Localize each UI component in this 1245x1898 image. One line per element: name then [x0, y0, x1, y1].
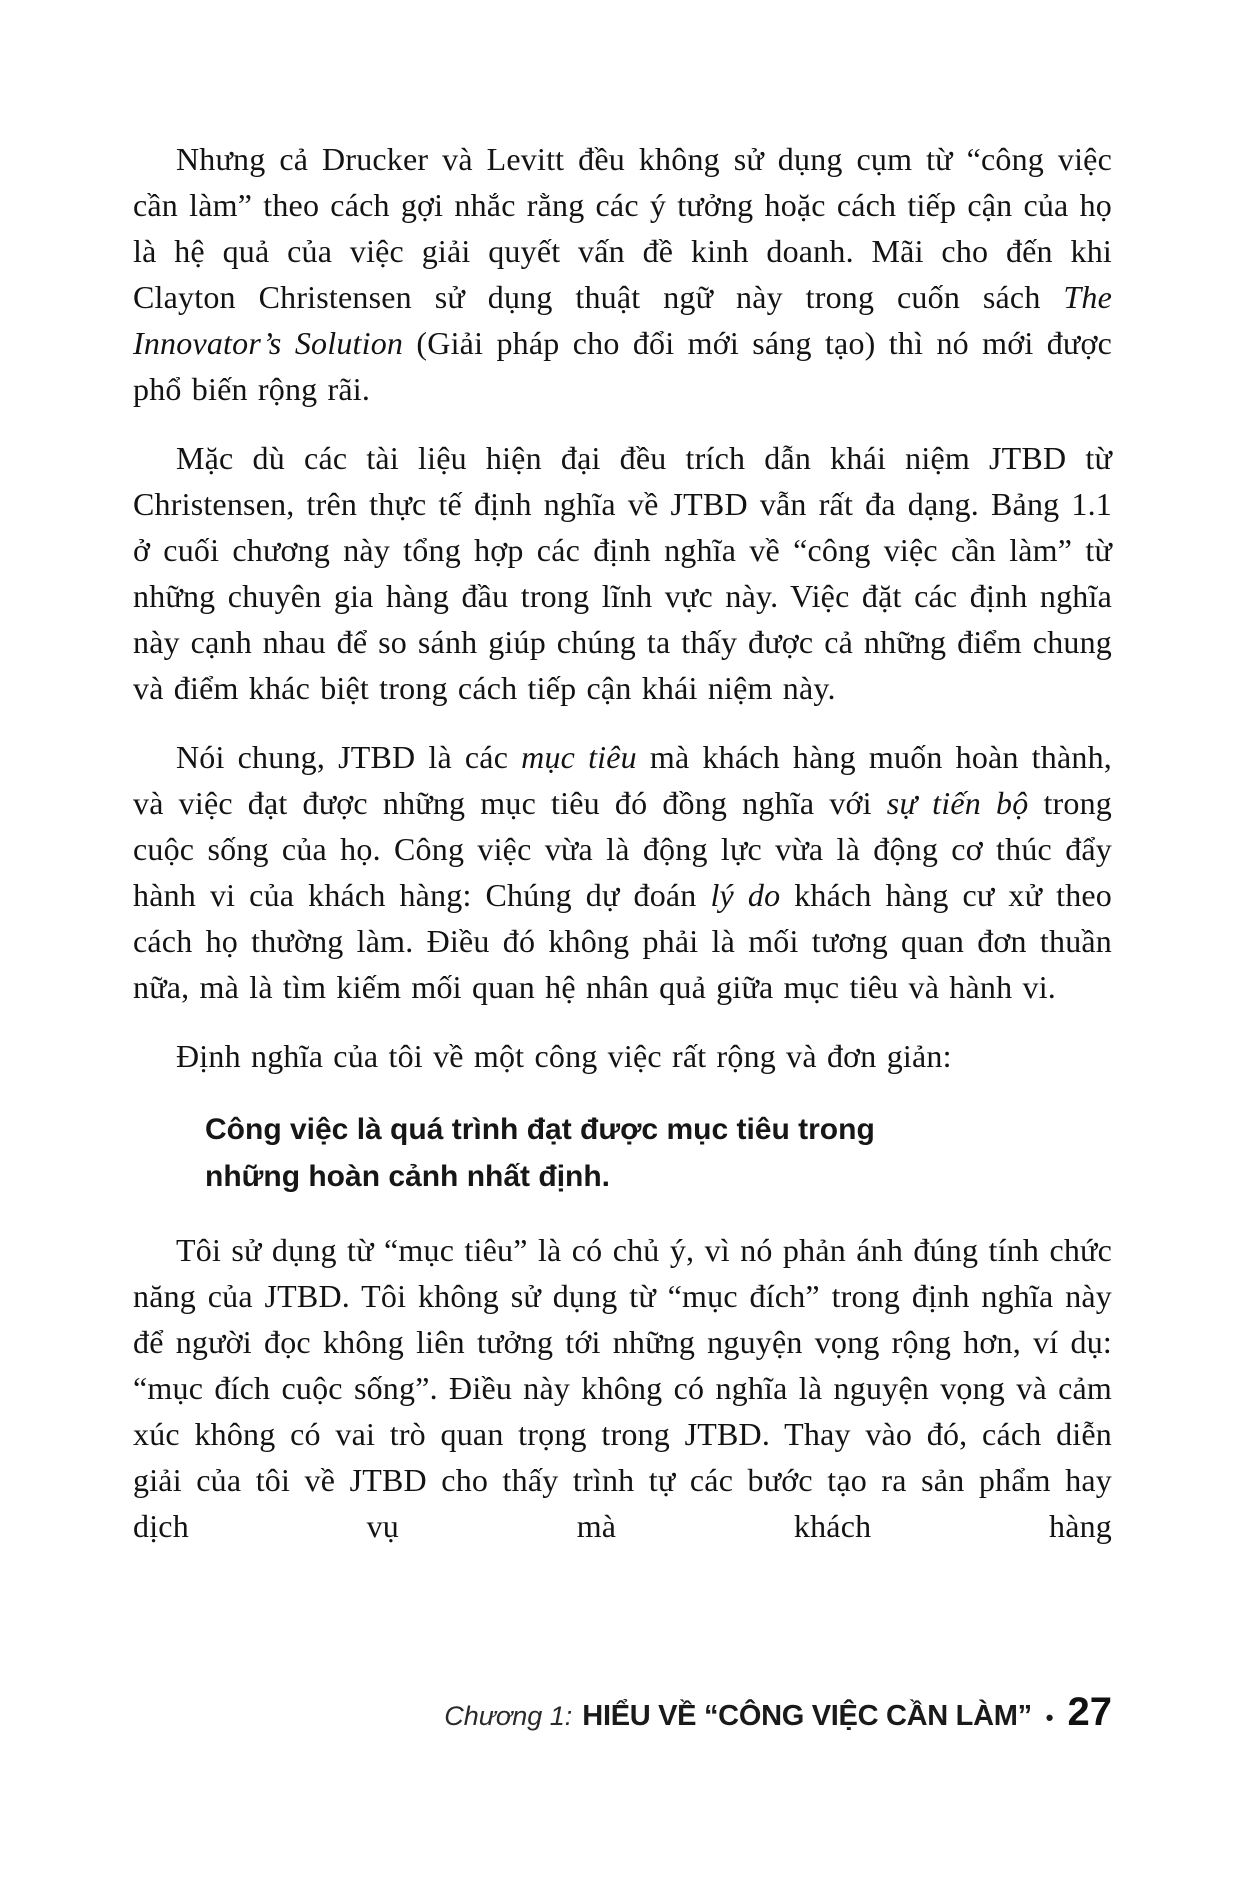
chapter-label: Chương 1: — [444, 1701, 573, 1731]
paragraph-jtbd-definitions — [133, 435, 1112, 711]
text-run: Nói chung, JTBD là các — [176, 739, 522, 775]
text-run: Mặc dù các tài liệu hiện đại đều trích dẫn khái niệm JTBD từ Christensen, trên thực tế định nghĩa về JTBD vẫn rất đa dạng. Bảng 1.1 ở cuối chương này tổng hợp các định nghĩa về “công việc cần làm” từ những chuyên gia hàng đầu trong lĩnh vực này. Việc đặt các định nghĩa này cạnh nhau để so sánh giúp chúng ta thấy được cả những điểm chung và điểm khác biệt trong cách tiếp cận khái niệm này. — [133, 440, 1112, 706]
page-body — [133, 136, 1112, 1549]
book-title-italic: The Innovator’s Solution — [133, 279, 1112, 361]
text-run: Nhưng cả Drucker và Levitt đều không sử dụng cụm từ “công việc cần làm” theo cách gợi nhắc rằng các ý tưởng hoặc cách tiếp cận của họ là hệ quả của việc giải quyết vấn đề kinh doanh. Mãi cho đến khi Clayton Christensen sử dụng thuật ngữ này trong cuốn sách — [133, 141, 1112, 315]
bullet-separator-icon: • — [1045, 1705, 1054, 1730]
emphasis-italic: lý do — [710, 877, 781, 913]
text-run: khách hàng cư xử theo cách họ thường làm. Điều đó không phải là mối tương quan đơn thuần nữa, mà là tìm kiếm mối quan hệ nhân quả giữa mục tiêu và hành vi. — [133, 877, 1112, 1005]
page-footer — [444, 1690, 1112, 1735]
definition-quote: Công việc là quá trình đạt được mục tiêu trong những hoàn cảnh nhất định. — [205, 1113, 875, 1193]
paragraph-definition-intro — [133, 1033, 1112, 1079]
paragraph-drucker-levitt — [133, 136, 1112, 412]
text-run: Định nghĩa của tôi về một công việc rất rộng và đơn giản: — [176, 1038, 952, 1074]
page-number: 27 — [1067, 1690, 1112, 1734]
text-run: (Giải pháp cho đổi mới sáng tạo) thì nó mới được phổ biến rộng rãi. — [133, 325, 1112, 407]
emphasis-italic: sự tiến bộ — [886, 785, 1029, 821]
text-run: Tôi sử dụng từ “mục tiêu” là có chủ ý, vì nó phản ánh đúng tính chức năng của JTBD. Tôi không sử dụng từ “mục đích” trong định nghĩa này để người đọc không liên tưởng tới những nguyện vọng rộng hơn, ví dụ: “mục đích cuộc sống”. Điều này không có nghĩa là nguyện vọng và cảm xúc không có vai trò quan trọng trong JTBD. Thay vào đó, cách diễn giải của tôi về JTBD cho thấy trình tự các bước tạo ra sản phẩm hay dịch vụ mà khách hàng — [133, 1232, 1112, 1544]
chapter-title: HIỂU VỀ “CÔNG VIỆC CẦN LÀM” — [582, 1700, 1032, 1732]
paragraph-goal-term — [133, 1227, 1112, 1549]
paragraph-jtbd-goals — [133, 734, 1112, 1010]
emphasis-italic: mục tiêu — [521, 739, 637, 775]
text-run: trong cuộc sống của họ. Công việc vừa là động lực vừa là động cơ thúc đẩy hành vi của khách hàng: Chúng dự đoán — [133, 785, 1113, 913]
text-run: mà khách hàng muốn hoàn thành, và việc đạt được những mục tiêu đó đồng nghĩa với — [133, 739, 1112, 821]
